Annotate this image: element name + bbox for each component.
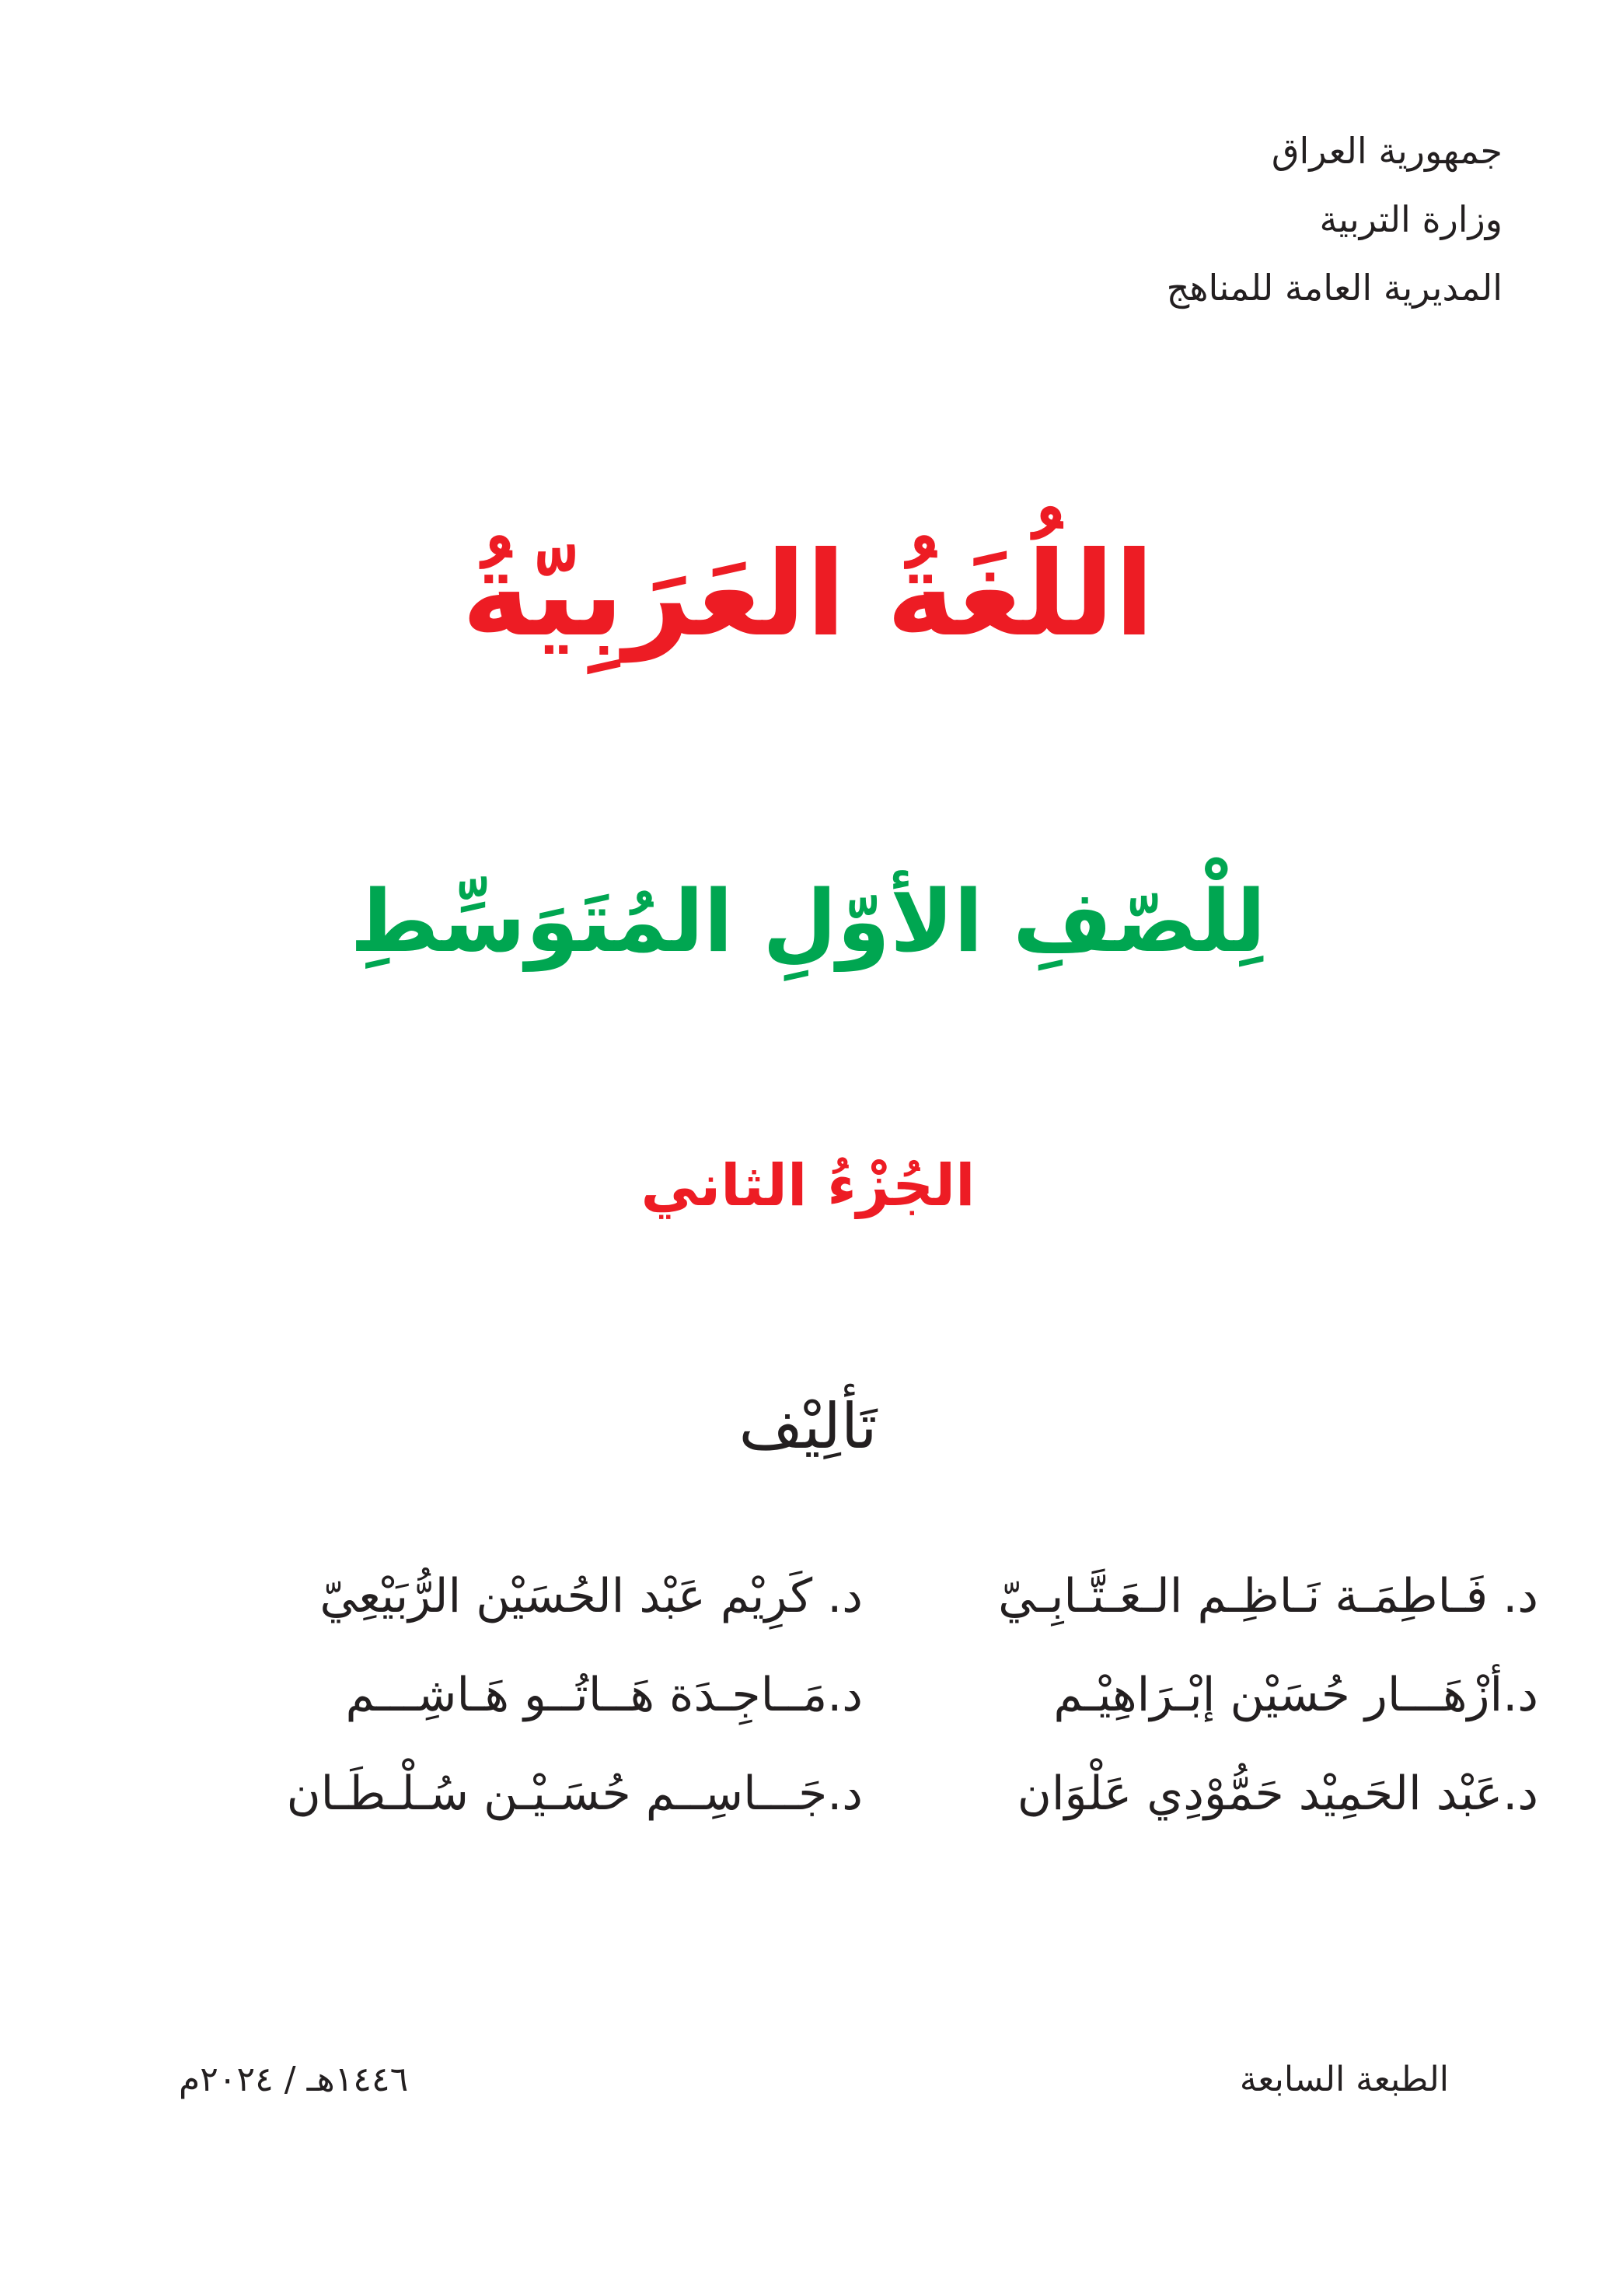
author-name: د. فَـاطِمَـة نَـاظِـم الـعَـتَّـابِـيّ: [998, 1569, 1538, 1623]
edition-label: الطبعة السابعة: [1239, 2060, 1449, 2099]
part-label: الجُزْءُ الثاني: [640, 1152, 976, 1219]
author-name: د. كَرِيْم عَبْد الحُسَيْن الرُّبَيْعِيّ: [319, 1569, 863, 1623]
issuer-ministry: وزارة التربية: [1319, 198, 1503, 240]
publication-year: ١٤٤٦هـ / ٢٠٢٤م: [179, 2060, 409, 2099]
book-title: اللُغَةُ العَرَبِيّةُ: [461, 527, 1155, 662]
authors-column-right: [792, 1547, 1538, 1843]
author-name: د.مَــاجِـدَة هَــاتُــو هَـاشِـــم: [345, 1668, 863, 1722]
issuer-directorate: المديرية العامة للمناهج: [1166, 267, 1503, 309]
author-name: د.أزْهَـــار حُسَيْن إبْـرَاهِيْـم: [1053, 1668, 1538, 1722]
grade-subtitle: لِلْصّفِ الأوّلِ المُتَوَسِّطِ: [350, 872, 1266, 971]
authored-by-heading: تَألِيْف: [738, 1390, 878, 1463]
issuer-country: جمهورية العراق: [1271, 130, 1503, 172]
author-name: د.عَبْد الحَمِيْد حَمُّوْدِي عَلْوَان: [1017, 1767, 1538, 1821]
author-name: د.جَـــاسِــم حُسَـيْـن سُـلْـطَـان: [286, 1767, 863, 1821]
authors-column-left: [117, 1547, 863, 1843]
issuer-block: [958, 117, 1503, 322]
